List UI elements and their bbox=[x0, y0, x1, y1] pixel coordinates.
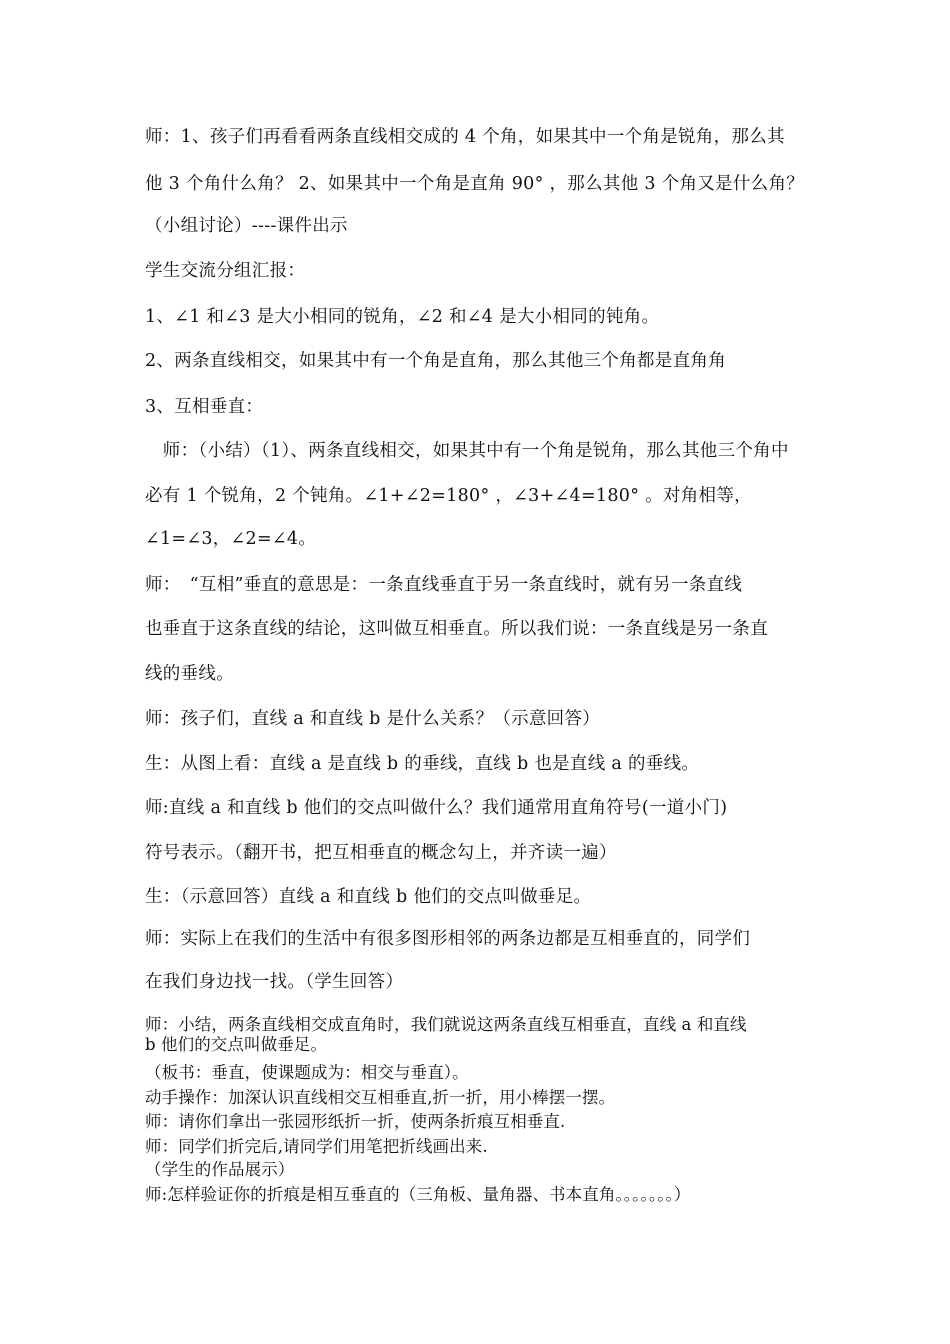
text-line: 师：1、孩子们再看看两条直线相交成的 4 个角，如果其中一个角是锐角，那么其 bbox=[145, 127, 785, 147]
text-line: 师：实际上在我们的生活中有很多图形相邻的两条边都是互相垂直的，同学们 bbox=[145, 929, 751, 949]
text-line: （小组讨论）----课件出示 bbox=[145, 216, 348, 236]
text-line: 符号表示。（翻开书，把互相垂直的概念勾上，并齐读一遍） bbox=[145, 843, 617, 863]
text-line: 学生交流分组汇报： bbox=[145, 261, 306, 281]
text-line: 师：同学们折完后,请同学们用笔把折线画出来. bbox=[145, 1137, 488, 1156]
text-line: 1、∠1 和∠3 是大小相同的锐角，∠2 和∠4 是大小相同的钝角。 bbox=[145, 307, 660, 327]
text-line: 生：（示意回答）直线 a 和直线 b 他们的交点叫做垂足。 bbox=[145, 887, 592, 907]
text-line: 师： “互相”垂直的意思是：一条直线垂直于另一条直线时，就有另一条直线 bbox=[145, 575, 743, 595]
text-line: 师:怎样验证你的折痕是相互垂直的（三角板、量角器、书本直角。。。。。。。） bbox=[145, 1185, 691, 1204]
text-line: 也垂直于这条直线的结论，这叫做互相垂直。所以我们说：一条直线是另一条直 bbox=[145, 619, 768, 639]
text-line: 师：请你们拿出一张园形纸折一折，使两条折痕互相垂直. bbox=[145, 1112, 566, 1131]
text-line: 师：小结，两条直线相交成直角时，我们就说这两条直线互相垂直，直线 a 和直线 bbox=[145, 1015, 747, 1034]
text-line: 师：（小结）（1）、两条直线相交，如果其中有一个角是锐角，那么其他三个角中 bbox=[145, 441, 789, 461]
text-line: 3、互相垂直： bbox=[145, 397, 264, 417]
text-line: （板书：垂直，使课题成为：相交与垂直）。 bbox=[145, 1063, 469, 1082]
text-line: 师：孩子们，直线 a 和直线 b 是什么关系？（示意回答） bbox=[145, 709, 601, 729]
text-line: b 他们的交点叫做垂足。 bbox=[145, 1035, 328, 1054]
text-line: 必有 1 个锐角，2 个钝角。∠1+∠2=180° ，∠3+∠4=180° 。对角相等， bbox=[145, 486, 752, 506]
text-line: ∠1=∠3，∠2=∠4。 bbox=[145, 529, 317, 549]
text-line: 他 3 个角什么角？ 2、如果其中一个角是直角 90° ，那么其他 3 个角又是什么角？ bbox=[145, 174, 805, 194]
text-line: 2、两条直线相交，如果其中有一个角是直角，那么其他三个角都是直角角 bbox=[145, 351, 727, 371]
text-line: 在我们身边找一找。（学生回答） bbox=[145, 972, 404, 992]
text-line: 动手操作：加深认识直线相交互相垂直,折一折，用小棒摆一摆。 bbox=[145, 1088, 616, 1107]
text-line: 生：从图上看：直线 a 是直线 b 的垂线，直线 b 也是直线 a 的垂线。 bbox=[145, 754, 700, 774]
text-line: 师:直线 a 和直线 b 他们的交点叫做什么？我们通常用直角符号(一道小门) bbox=[145, 798, 728, 818]
text-line: （学生的作品展示） bbox=[145, 1160, 295, 1179]
text-line: 线的垂线。 bbox=[145, 664, 234, 684]
